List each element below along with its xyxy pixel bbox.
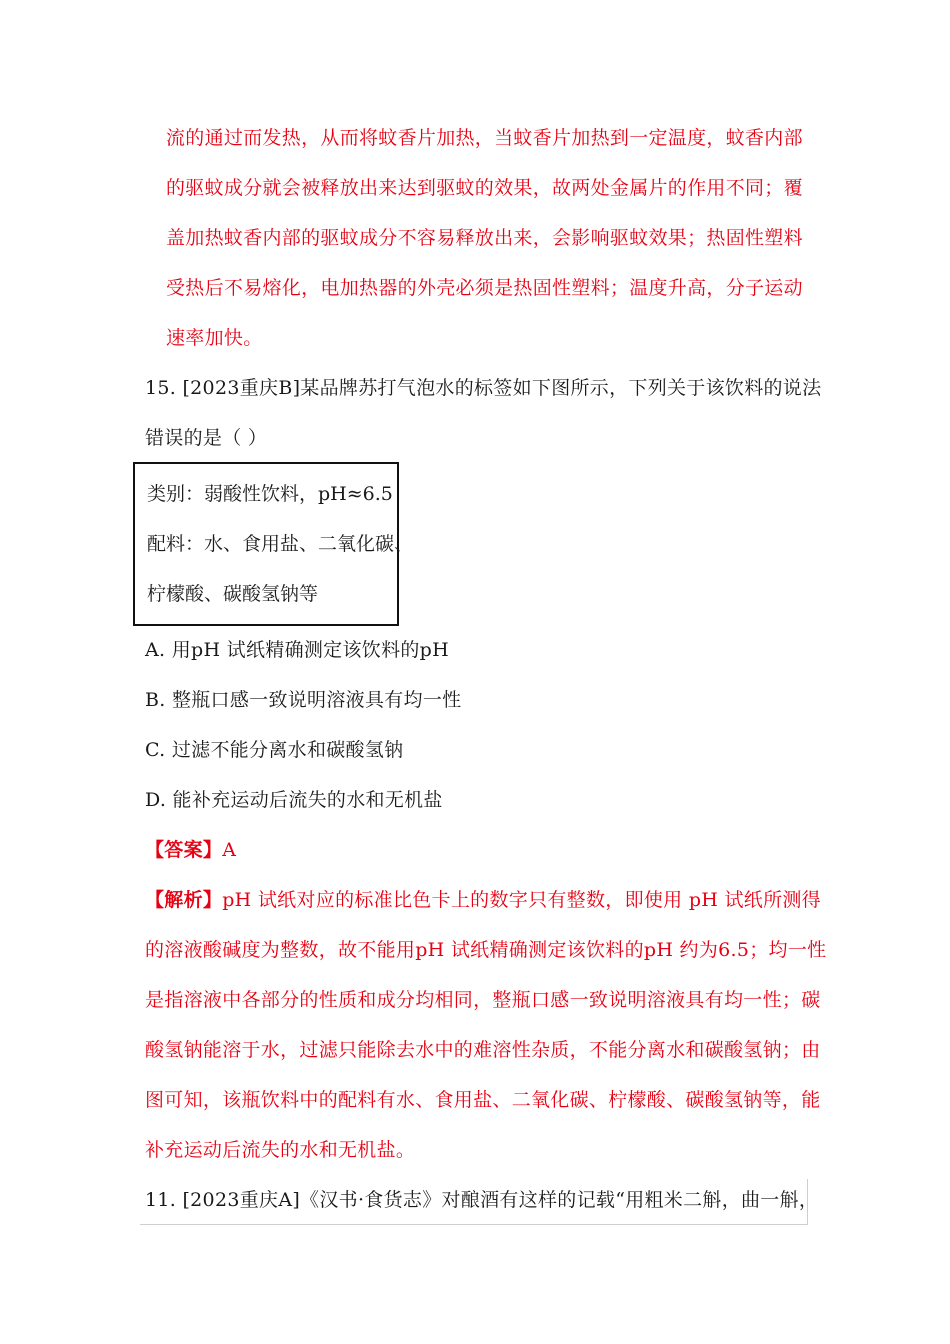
analysis-line: 是指溶液中各部分的性质和成分均相同，整瓶口感一致说明溶液具有均一性；碳 xyxy=(145,989,821,1011)
analysis-line: 补充运动后流失的水和无机盐。 xyxy=(145,1139,416,1161)
analysis-tag: 【解析】 xyxy=(145,889,223,911)
label-ingredients-line-continued: 柠檬酸、碳酸氢钠等 xyxy=(147,583,319,605)
answer-tag: 【答案】 xyxy=(145,839,223,861)
question-11-stem: 11. [2023重庆A]《汉书·食货志》对酿酒有这样的记载“用粗米二斛，曲一斛， xyxy=(145,1189,819,1211)
question-15-stem-continued: 错误的是（ ） xyxy=(145,427,268,449)
explanation-line: 盖加热蚊香内部的驱蚊成分不容易释放出来，会影响驱蚊效果；热固性塑料 xyxy=(166,227,803,249)
label-category-line: 类别：弱酸性饮料，pH≈6.5 xyxy=(147,483,393,505)
option-c: C. 过滤不能分离水和碳酸氢钠 xyxy=(145,739,404,761)
analysis-line: 图可知，该瓶饮料中的配料有水、食用盐、二氧化碳、柠檬酸、碳酸氢钠等，能 xyxy=(145,1089,821,1111)
explanation-line: 流的通过而发热，从而将蚊香片加热，当蚊香片加热到一定温度，蚊香内部 xyxy=(166,127,803,149)
explanation-line: 的驱蚊成分就会被释放出来达到驱蚊的效果，故两处金属片的作用不同；覆 xyxy=(166,177,803,199)
explanation-line: 受热后不易熔化，电加热器的外壳必须是热固性塑料；温度升高，分子运动 xyxy=(166,277,803,299)
answer-value: A xyxy=(222,839,237,861)
analysis-text: pH 试纸对应的标准比色卡上的数字只有整数，即使用 pH 试纸所测得 xyxy=(222,889,821,911)
explanation-line: 速率加快。 xyxy=(166,327,263,349)
question-15-stem: 15. [2023重庆B]某品牌苏打气泡水的标签如下图所示，下列关于该饮料的说法 xyxy=(145,377,822,399)
answer-line xyxy=(145,837,236,863)
option-b: B. 整瓶口感一致说明溶液具有均一性 xyxy=(145,689,462,711)
analysis-line: 酸氢钠能溶于水，过滤只能除去水中的难溶性杂质，不能分离水和碳酸氢钠；由 xyxy=(145,1039,821,1061)
analysis-line xyxy=(145,887,821,913)
product-label-box xyxy=(133,462,414,626)
option-d: D. 能补充运动后流失的水和无机盐 xyxy=(145,789,443,811)
label-ingredients-line: 配料：水、食用盐、二氧化碳、 xyxy=(147,533,414,555)
analysis-line: 的溶液酸碱度为整数，故不能用pH 试纸精确测定该饮料的pH 约为6.5；均一性 xyxy=(145,939,827,961)
option-a: A. 用pH 试纸精确测定该饮料的pH xyxy=(145,639,450,661)
